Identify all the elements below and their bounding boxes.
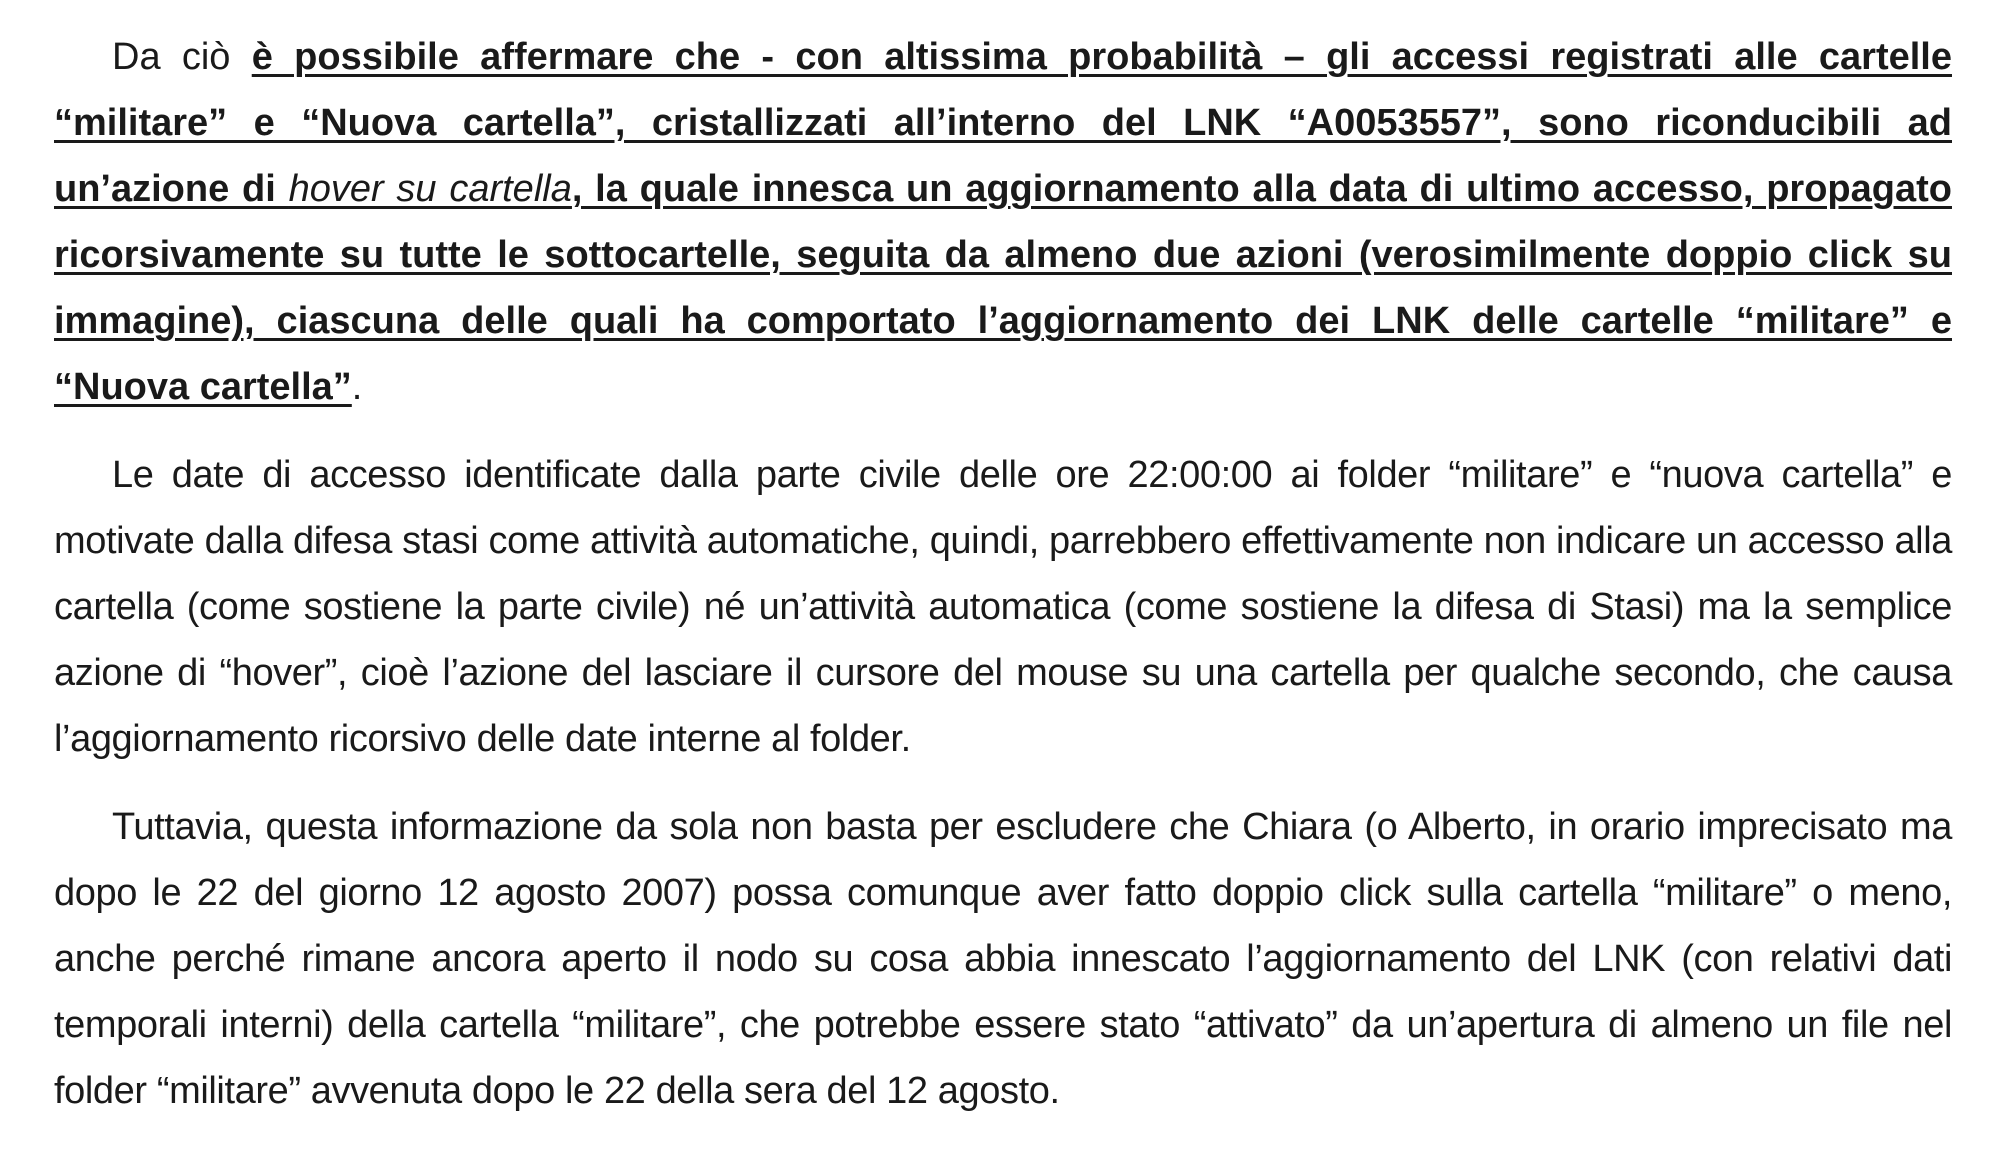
paragraph-1-italic-emphasis: hover su cartella bbox=[288, 168, 572, 210]
paragraph-3: Tuttavia, questa informazione da sola non basta per escludere che Chiara (o Alberto, in orario imprecisato ma dopo le 22 del giorno 12 agosto 2007) possa comunque aver fatto doppio click sulla cartella “militare” o meno, anche perché rimane ancora aperto il nodo su cosa abbia innescato l’aggiornamento del LNK (con relativi dati temporali interni) della cartella “militare”, che potrebbe essere stato “attivato” da un’apertura di almeno un file nel folder “militare” avvenuta dopo le 22 della sera del 12 agosto. bbox=[54, 806, 1952, 1112]
document-page bbox=[54, 24, 1952, 1146]
paragraph-1-tail: . bbox=[351, 366, 363, 408]
paragraph-1-lead: Da ciò bbox=[112, 36, 252, 78]
paragraph-2: Le date di accesso identificate dalla parte civile delle ore 22:00:00 ai folder “militare” e “nuova cartella” e motivate dalla difesa stasi come attività automatiche, quindi, parrebbero effettivamente non indicare un accesso alla cartella (come sostiene la parte civile) né un’attività automatica (come sostiene la difesa di Stasi) ma la semplice azione di “hover”, cioè l’azione del lasciare il cursore del mouse su una cartella per qualche secondo, che causa l’aggiornamento ricorsivo delle date interne al folder. bbox=[54, 454, 1952, 760]
paragraph-1-bold-part-2: , la quale innesca un aggiornamento alla data di ultimo accesso, propagato ricorsivamente su tutte le sottocartelle, seguita da almeno due azioni (verosimilmente doppio click su immagine), ciascuna delle quali ha comportato l’aggiornamento dei LNK delle cartelle “militare” e “Nuova cartella” bbox=[54, 168, 1952, 408]
paragraph-1-bold-underlined-text bbox=[54, 36, 1952, 408]
paragraph-1 bbox=[54, 24, 1952, 420]
paragraph-1-bold-part-1: è possibile affermare che - con altissima probabilità – gli accessi registrati alle cartelle “militare” e “Nuova cartella”, cristallizzati all’interno del LNK “A0053557”, sono riconducibili ad un’azione di bbox=[54, 36, 1952, 210]
